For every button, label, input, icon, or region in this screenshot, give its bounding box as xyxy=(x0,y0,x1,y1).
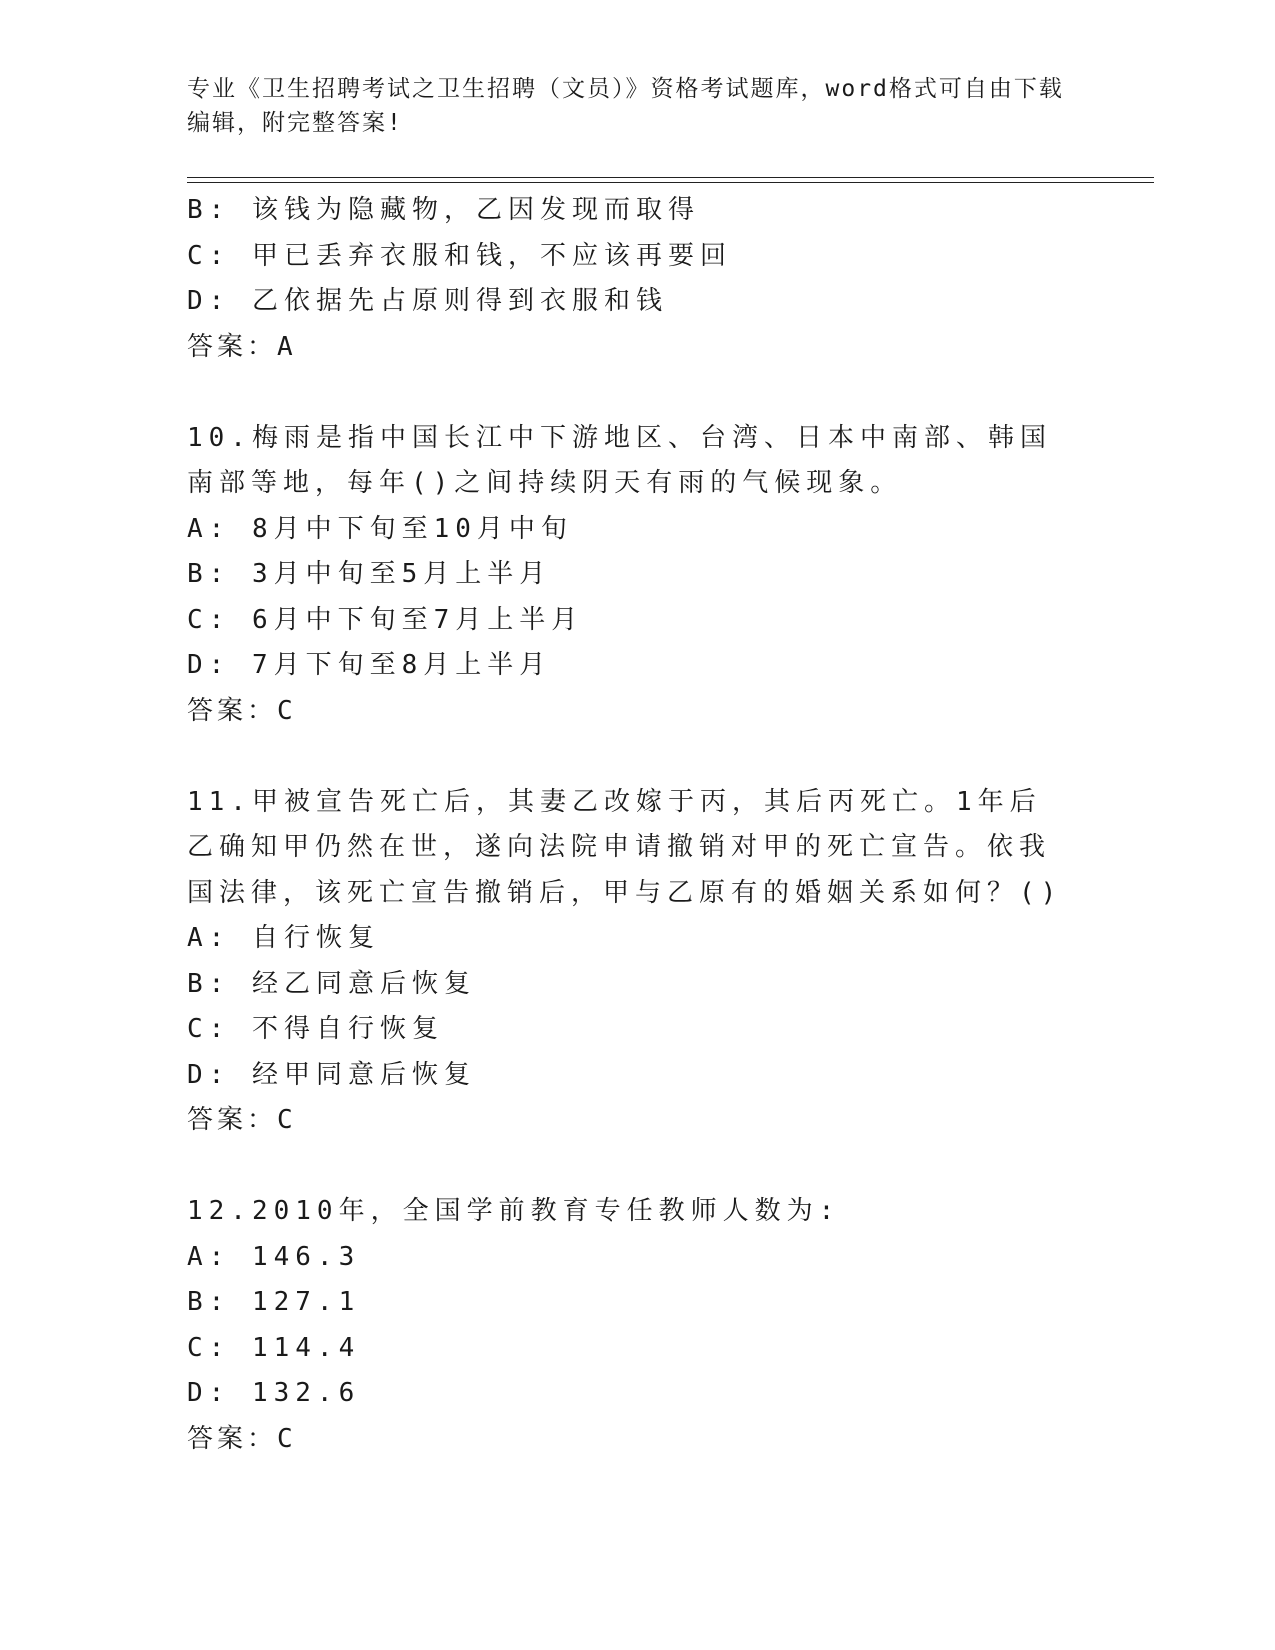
option-b: B: 该钱为隐藏物，乙因发现而取得 xyxy=(187,195,700,225)
spacer xyxy=(187,1144,1087,1190)
option-d: D: 经甲同意后恢复 xyxy=(187,1059,476,1090)
option-d: D: 132.6 xyxy=(187,1378,361,1408)
option-a: A: 146.3 xyxy=(187,1241,361,1272)
option-c: C: 不得自行恢复 xyxy=(187,1014,444,1044)
answer-line: 答案：C xyxy=(187,1105,297,1135)
option-a: A: 8月中下旬至10月中旬 xyxy=(187,513,573,544)
option-b: B: 127.1 xyxy=(187,1287,361,1317)
spacer xyxy=(187,734,1087,780)
question-text: 10.梅雨是指中国长江中下游地区、台湾、日本中南部、韩国南部等地，每年()之间持续阴天有雨的气候现象。 xyxy=(187,422,1052,498)
option-c: C: 甲已丢弃衣服和钱，不应该再要回 xyxy=(187,240,732,271)
header-divider xyxy=(187,177,1154,183)
document-header: 专业《卫生招聘考试之卫生招聘（文员）》资格考试题库，word格式可自由下载编辑，附完整答案! xyxy=(187,76,1064,136)
question-11 xyxy=(187,780,1087,1144)
question-9-tail xyxy=(187,188,1087,370)
answer-line: 答案：A xyxy=(187,331,297,362)
option-b: B: 3月中旬至5月上半月 xyxy=(187,559,552,589)
option-c: C: 114.4 xyxy=(187,1332,361,1363)
question-10 xyxy=(187,416,1087,735)
question-list xyxy=(187,188,1087,1462)
answer-line: 答案：C xyxy=(187,1423,297,1454)
answer-line: 答案：C xyxy=(187,695,297,726)
question-text: 11.甲被宣告死亡后，其妻乙改嫁于丙，其后丙死亡。1年后乙确知甲仍然在世，遂向法院申请撤销对甲的死亡宣告。依我国法律，该死亡宣告撤销后，甲与乙原有的婚姻关系如何？() xyxy=(187,786,1063,908)
question-text: 12.2010年，全国学前教育专任教师人数为: xyxy=(187,1196,841,1226)
option-d: D: 乙依据先占原则得到衣服和钱 xyxy=(187,286,668,316)
option-d: D: 7月下旬至8月上半月 xyxy=(187,650,552,680)
option-a: A: 自行恢复 xyxy=(187,923,380,953)
option-c: C: 6月中下旬至7月上半月 xyxy=(187,604,584,635)
question-12 xyxy=(187,1189,1087,1462)
option-b: B: 经乙同意后恢复 xyxy=(187,968,476,999)
spacer xyxy=(187,370,1087,416)
